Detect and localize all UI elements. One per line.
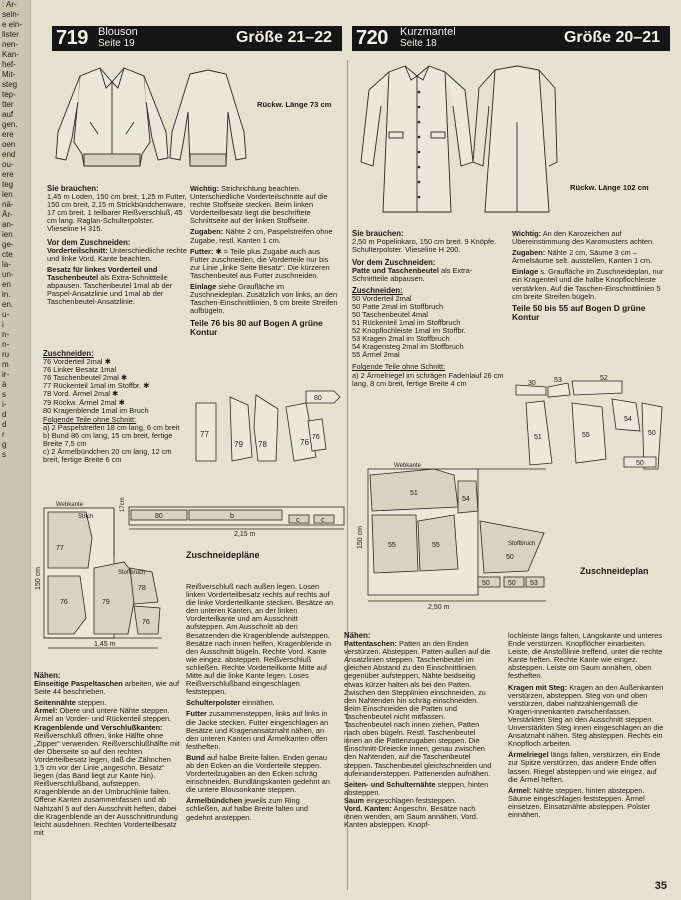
model-name: Blouson bbox=[98, 26, 138, 38]
svg-text:76: 76 bbox=[312, 434, 320, 441]
cutting-line: 50 Patte 2mal im Stoffbruch bbox=[352, 301, 444, 311]
edge-text-fragment: hef- bbox=[2, 60, 16, 69]
label: Seitennähte bbox=[34, 698, 76, 708]
sew-step bbox=[508, 751, 666, 783]
edge-text-fragment: Mit- bbox=[2, 70, 16, 79]
model-page-ref: Seite 19 bbox=[98, 38, 135, 49]
cutting-list-719 bbox=[43, 350, 188, 464]
edge-text-fragment: ru bbox=[2, 350, 10, 359]
note-futter-mid bbox=[186, 710, 334, 750]
mid-text: Reißverschluß nach außen legen. Losen linken Vorderteilbesatz rechts auf rechts auf die linke Vorderteilkante stecken. Besätze an den unteren Kanten, an der linken Vorderteilkante und am Ausschnitt aufsteppen. Am Ausschnitt ab den Besatzenden die Kragenblende aufsteppen. Besätze nach innen helfen, Kragenblende in den Ausschnitt bügeln. Rechte Vord. Kante wie eingez. absteppen. Reißverschluß schließen. Rechte Vorderteilkante Mitte auf Mitte auf die linke Kante legen. Loses Reißverschlußband eingeschlagen feststeppen. bbox=[186, 582, 334, 697]
edge-text-fragment: en. bbox=[2, 300, 14, 309]
edge-text-fragment: ou- bbox=[2, 160, 14, 169]
edge-text-fragment: ere bbox=[2, 170, 14, 179]
edge-text-fragment: g bbox=[2, 440, 7, 449]
model-size: Größe 20–21 bbox=[563, 29, 660, 46]
value: Nähte 2 cm, Säume 3 cm – Ärmelsäume selt. ausstellen, Kanten 1 cm. bbox=[512, 248, 653, 266]
edge-text-fragment: d bbox=[2, 420, 7, 429]
edge-text-fragment: oen bbox=[2, 140, 16, 149]
label: Vord. Kanten: bbox=[344, 803, 392, 813]
edge-text-fragment: Kan- bbox=[2, 50, 19, 59]
rib-b: b bbox=[230, 513, 234, 520]
no-pattern-line: c) 2 Ärmelbündchen 20 cm lang, 12 cm breit, fertige Breite 6 cm bbox=[43, 447, 172, 465]
edge-text-fragment: tep- bbox=[2, 90, 16, 99]
edge-text-fragment: ien bbox=[2, 230, 13, 239]
heading-sie-brauchen: Sie brauchen: bbox=[47, 184, 99, 193]
no-pattern-line: b) Bund 86 cm lang, 15 cm breit, fertige Breite 7,5 cm bbox=[43, 430, 173, 449]
pattern-pieces-720 bbox=[512, 373, 672, 473]
plan-length: 1,45 m bbox=[94, 641, 116, 648]
cutting-plan-heading-720: Zuschneideplan bbox=[580, 566, 649, 576]
value: siehe Graufläche im Zuschneideplan. Zusätzlich von links, an den Taschen-Einschnittlinien, 5 cm breite Streifen aufbügeln. bbox=[190, 282, 338, 316]
no-pattern-line: a) 2 Ärmelriegel im schrägen Fadenlauf 26 cm lang, 8 cm breit, fertige Breite 4 cm bbox=[352, 370, 504, 388]
cutting-lines bbox=[352, 295, 504, 360]
piece-76b: 76 bbox=[142, 619, 150, 626]
edge-text-fragment: cte bbox=[2, 250, 13, 259]
label: Saum bbox=[344, 795, 365, 805]
rib-c2: c bbox=[321, 517, 325, 524]
edge-text-fragment: d bbox=[2, 410, 7, 419]
sew-step bbox=[344, 640, 494, 778]
note-zugaben bbox=[190, 228, 338, 244]
label: Futter bbox=[186, 709, 207, 719]
value: einnähen. bbox=[240, 698, 275, 708]
prep-value: als Extra-Schnittteile abpausen. Taschenbeutel 1mal ab der Paspel-Ansatzlinie und 1mal ab der Taschenbeutel-Ansatzlinie. bbox=[47, 272, 173, 307]
value: Strichrichtung beachten. Unterschiedliche Vorderteilschnitte auf die rechte Stoffseite stecken. Beim linken Vorderteilbesatz liegt die beschriftete Schnittseite auf der linken Stoffseite. bbox=[190, 184, 328, 226]
no-pattern-line: a) 2 Paspelstreifen 18 cm lang, 6 cm breit bbox=[43, 422, 180, 432]
label: Kragen mit Steg: bbox=[508, 682, 568, 692]
edge-text-fragment: e ein- bbox=[2, 20, 23, 29]
edge-text-fragment: s bbox=[2, 450, 6, 459]
sew-step bbox=[34, 680, 180, 696]
cutting-line: 76 Taschenbeutel 2mal ✱ bbox=[43, 373, 128, 383]
text-column-720-naehen bbox=[344, 632, 494, 832]
cutting-line: 54 Kragensteg 2mal im Stoffbruch bbox=[352, 342, 464, 352]
svg-text:77: 77 bbox=[200, 430, 209, 439]
heading-sie-brauchen: Sie brauchen: bbox=[352, 229, 404, 238]
text-column-720-right bbox=[512, 230, 664, 322]
cutting-line: 79 Rückw. Ärmel 2mal ✱ bbox=[43, 397, 125, 407]
edge-text-fragment: m bbox=[2, 360, 9, 369]
back-length-720: Rückw. Länge 102 cm bbox=[570, 183, 649, 192]
value: längs falten, verstürzen, ein Ende zur Spitze verstürzen, das andere Ende offen lassen. Riegel absteppen und wie eingez. auf die Ärmel heften. bbox=[508, 750, 661, 784]
value: steppen. bbox=[75, 698, 107, 708]
cutting-line: 77 Rückenteil 1mal im Stoffbr. ✱ bbox=[43, 381, 150, 391]
label: Einseitige Paspeltaschen bbox=[34, 679, 123, 689]
heading-zuschneiden: Zuschneiden: bbox=[43, 349, 94, 358]
edge-text-fragment: i- bbox=[2, 400, 7, 409]
label: Schulterpolster bbox=[186, 698, 241, 708]
piece-76: 76 bbox=[60, 599, 68, 606]
svg-text:30: 30 bbox=[528, 380, 536, 387]
sew-step bbox=[508, 684, 666, 749]
label: Wichtig: bbox=[512, 229, 542, 238]
value: eingeschlagen feststeppen. bbox=[364, 795, 457, 805]
note-einlage bbox=[190, 283, 338, 315]
prep-text-1 bbox=[47, 247, 187, 263]
back-length-719: Rückw. Länge 73 cm bbox=[257, 100, 332, 109]
cutting-plan-720 bbox=[358, 461, 548, 611]
cutting-line: 78 Vord. Ärmel 2mal ✱ bbox=[43, 389, 119, 399]
prep-label: Besatz für linkes Vorderteil und Taschenbeutel bbox=[47, 264, 158, 282]
stoffbruch-label: Stoffbruch bbox=[508, 541, 536, 547]
value: Patten an den Enden verstürzen. Absteppen. Patten außen auf die Ansatzlinien steppen. Taschenbeutel im gleichen Abstand zu den Einschnittlinien gegenüber aufsteppen, Nähte beidseitig etwas kürzer halten als bei den Patten. Zwischen den Stepplinien einschneiden, zu den Nahtenden hin schräg einschneiden. Beim Einschneiden die Patten und Taschenbeutel nicht mitfassen. Taschenbeutel nach innen ziehen, Patten nach oben bügeln. Restl. Taschenbeutel innen an die Pattenzugaben steppen. Die Einschnitt-Dreiecke innen, genau zwischen den Nahtenden, auf die Taschenbeutel steppen. Taschenbeutel gleichschneiden und aufeinandersteppen. Pattenenden aufnähen. bbox=[344, 639, 492, 778]
piece-79: 79 bbox=[102, 599, 110, 606]
stoffbruch-label: Stoffbruch bbox=[118, 570, 146, 576]
label: Ärmelbündchen bbox=[186, 796, 243, 806]
cutting-plan-heading-719: Zuschneidepläne bbox=[186, 550, 260, 560]
previous-page-edge bbox=[0, 0, 31, 900]
value: Nähte steppen, hinten absteppen. Säume eingeschlagen feststeppen. Ärmel einsetzen. Einsatznähte absteppen. Polster einnähen. bbox=[508, 785, 651, 819]
edge-text-fragment: teg bbox=[2, 180, 14, 189]
note-zugaben bbox=[512, 249, 664, 265]
piece-50b: 50 bbox=[482, 580, 490, 587]
value: Angeschn. Besätze nach innen wenden, am Saum annähen. Vord. Kanten absteppen. Knopf- bbox=[344, 803, 478, 830]
edge-text-fragment: i bbox=[2, 320, 4, 329]
edge-text-fragment: : Ar- bbox=[2, 0, 17, 9]
materials-text: 1,45 m Loden, 150 cm breit, 1,25 m Futter, 150 cm breit, 2,15 m Strickbündchenware, 17 cm breit. 1 teilbarer Reißverschluß, 45 cm lang. Raglan-Schulterpolster. Vlieseline H 315. bbox=[47, 192, 187, 234]
coat-sketch bbox=[355, 62, 555, 220]
heading-zuschneiden: Zuschneiden: bbox=[352, 285, 403, 295]
sew-step bbox=[344, 781, 494, 797]
label: Kragenblende und Verschlußkanten: bbox=[34, 722, 163, 732]
value: als Extra-Schnittteile abpausen. bbox=[352, 266, 473, 284]
edge-text-fragment: la- bbox=[2, 260, 11, 269]
edge-text-fragment: nen- bbox=[2, 40, 19, 49]
edge-text-fragment: auf bbox=[2, 110, 14, 119]
piece-50c: 50 bbox=[508, 580, 516, 587]
label: Bund bbox=[186, 752, 205, 762]
value: steppen, hinten absteppen. bbox=[344, 779, 489, 797]
prep-label: Vorderteilschnitt: bbox=[47, 245, 108, 255]
cutting-line: 51 Rückenteil 1mal im Stoffbruch bbox=[352, 317, 461, 327]
edge-text-fragment: steg bbox=[2, 80, 18, 89]
edge-text-fragment: len bbox=[2, 190, 13, 199]
edge-text-fragment: ir- bbox=[2, 370, 10, 379]
note-aermel bbox=[186, 797, 334, 821]
piece-54: 54 bbox=[462, 496, 470, 503]
edge-text-fragment: lister bbox=[2, 30, 19, 39]
svg-text:50: 50 bbox=[636, 460, 644, 467]
text-column-719-naehen bbox=[34, 672, 180, 840]
plan-height: 150 cm bbox=[35, 567, 42, 590]
value: auf halbe Breite falten. Enden genau ab den Ecken an die Vorderteile steppen. Vorderteilzugaben an den Ecken schräg einschneiden. Bundlängskanten gedehnt an die untere Blousonkante steppen. bbox=[186, 752, 330, 795]
edge-text-fragment: n- bbox=[2, 330, 10, 339]
rib-piece: 80 bbox=[155, 513, 163, 520]
prep-value: Unterschiedliche rechte und linke Vord. Kante beachten. bbox=[47, 245, 187, 263]
heading-naehen: Nähen: bbox=[34, 671, 61, 680]
edge-text-fragment: ä bbox=[2, 380, 7, 389]
svg-text:53: 53 bbox=[554, 377, 562, 384]
edge-text-fragment: nä- bbox=[2, 200, 14, 209]
label: Wichtig: bbox=[190, 184, 220, 193]
edge-text-fragment: end bbox=[2, 150, 16, 159]
piece-77: 77 bbox=[56, 545, 64, 552]
sew-step bbox=[344, 805, 494, 829]
edge-text-fragment: in. bbox=[2, 290, 11, 299]
label: Futter: bbox=[190, 246, 214, 256]
text-column-719-mid bbox=[186, 583, 334, 825]
value: jeweils zum Ring schließen, auf halbe Breite falten und gedehnt ansteppen. bbox=[186, 796, 309, 822]
value: ✱ = Teile plus Zugabe auch aus Futter zuschneiden, die Vorderteile nur bis zur Linie „linke Seite Besatz“. Die kürzeren Taschenbeutel aus Futter zuschneiden. bbox=[190, 246, 330, 280]
piece-78: 78 bbox=[138, 585, 146, 592]
label: Patte und Taschenbeutel bbox=[352, 266, 439, 276]
sew-step bbox=[508, 787, 666, 819]
sew-step bbox=[34, 707, 180, 723]
svg-text:80: 80 bbox=[314, 395, 322, 402]
svg-text:79: 79 bbox=[234, 440, 243, 449]
note-wichtig bbox=[512, 230, 664, 246]
text-column-719-right bbox=[190, 185, 338, 337]
cutting-lines bbox=[43, 358, 188, 415]
cutting-line: 76 Linker Besatz 1mal bbox=[43, 365, 117, 375]
value: Reißverschluß öffnen, linke Hälfte ohne „Zipper“ verwenden. Reißverschlußhälfte mit der Oberseite so auf den rechten Vorderteilbesatz legen, daß die Zähnchen 1,5 cm vor der Linie „angeschn. Besatz“ liegen (das Band liegt zur Kante hin). Reißverschlußband, aufsteppen. Kragenblende an der Umbruchlinie falten. Offene Kanten zusammenfassen und ab Nahtzahl 5 auf den Ausschnitt heften, dabei die Kragenblende an der Ausschnittrundung leicht ausdehnen. Rechten Vorderteilbesatz mit bbox=[34, 730, 180, 837]
heading-vor-dem-zuschneiden: Vor dem Zuschneiden: bbox=[47, 237, 131, 247]
prep-text bbox=[352, 267, 504, 283]
piece-51: 51 bbox=[410, 490, 418, 497]
cutting-line: 52 Knopflochleiste 1mal im Stoffbr. bbox=[352, 326, 466, 336]
value: Nähte 2 cm, Paspelstreifen ohne Zugabe, restl. Kanten 1 cm. bbox=[190, 227, 333, 245]
label: Pattentaschen: bbox=[344, 639, 397, 649]
prep-text-2 bbox=[47, 266, 187, 306]
sew-step bbox=[34, 724, 180, 837]
value: An den Karozeichen auf Übereinstimmung des Karomusters achten. bbox=[512, 229, 655, 247]
value: Obere und untere Nähte steppen. Ärmel an Vorder- und Rückenteil steppen. bbox=[34, 706, 172, 724]
note-futter bbox=[190, 248, 338, 280]
no-pattern-heading: Folgende Teile ohne Schnitt: bbox=[352, 362, 446, 372]
label: Zugaben: bbox=[512, 248, 546, 258]
title-bar-719 bbox=[52, 26, 342, 51]
model-page-ref: Seite 18 bbox=[400, 38, 437, 49]
heading-vor-dem-zuschneiden: Vor dem Zuschneiden: bbox=[352, 258, 436, 268]
heading-naehen: Nähen: bbox=[344, 631, 371, 640]
edge-text-fragment: gen. bbox=[2, 120, 18, 129]
blouson-sketch bbox=[50, 62, 250, 180]
svg-text:76: 76 bbox=[300, 438, 309, 447]
materials-text: 2,50 m Popelinkaro, 150 cm breit. 9 Knöpfe. Schulterpolster. Vlieseline H 200. bbox=[352, 237, 497, 255]
note-schulterpolster bbox=[186, 699, 334, 707]
label: Ärmel: bbox=[34, 706, 58, 716]
edge-text-fragment: en bbox=[2, 280, 11, 289]
edge-text-fragment: s bbox=[2, 390, 6, 399]
model-number: 720 bbox=[356, 27, 388, 49]
label: Ärmel: bbox=[508, 785, 532, 795]
no-pattern-heading: Folgende Teile ohne Schnitt: bbox=[43, 414, 137, 424]
rib-width: 17cm bbox=[120, 497, 126, 512]
edge-text-fragment: un- bbox=[2, 270, 14, 279]
pattern-sheet-heading: Teile 76 bis 80 auf Bogen A grüne Kontur bbox=[190, 318, 323, 338]
svg-text:78: 78 bbox=[258, 440, 267, 449]
note-einlage bbox=[512, 268, 664, 300]
edge-text-fragment: an- bbox=[2, 220, 14, 229]
model-name: Kurzmantel bbox=[400, 26, 456, 38]
value: zusammensteppen, links auf links in die Jacke stecken. Futter eingeschlagen an Besätze und Kragenansatznaht nähen, an den unteren Kanten und Ärmelkanten offen festheften. bbox=[186, 709, 329, 751]
strich-label: Strich bbox=[78, 514, 94, 520]
cutting-line: 50 Taschenbeutel 4mal bbox=[352, 309, 428, 319]
pattern-sheet-heading: Teile 50 bis 55 auf Bogen D grüne Kontur bbox=[512, 302, 646, 322]
piece-55b: 55 bbox=[432, 542, 440, 549]
svg-text:52: 52 bbox=[600, 375, 608, 382]
pattern-pieces-719 bbox=[190, 387, 342, 477]
text-column-720-right-naehen bbox=[508, 632, 666, 822]
cutting-line: 76 Vorderteil 2mal ✱ bbox=[43, 357, 111, 367]
value: Kragen an den Außenkanten verstürzen, absteppen. Steg von und oben verstürzen, dabei nahtzahlengemäß die Kragen-innenkanten zwischenfassen. Verstärkten Steg an den Ausschnitt steppen. Unverstärkten Steg innen eingeschlagen an die Ansatznaht nähen. Steg absteppen. Rechts ein Knopfloch arbeiten. bbox=[508, 682, 664, 749]
value: s. Graufläche im Zuschneideplan, nur ein Kragenteil und die halbe Knopflochleiste verstärken. Auf die Taschen-Einschnittlinien 5 cm breite Streifen bügeln. bbox=[512, 267, 664, 301]
svg-text:55: 55 bbox=[582, 432, 590, 439]
no-pattern-lines bbox=[43, 424, 188, 464]
model-number: 719 bbox=[56, 27, 88, 49]
plan-height: 150 cm bbox=[357, 526, 364, 549]
rib-length: 2,15 m bbox=[234, 531, 256, 538]
note-bund bbox=[186, 754, 334, 794]
label: Einlage bbox=[512, 267, 539, 277]
piece-53: 53 bbox=[530, 580, 538, 587]
edge-text-fragment: n- bbox=[2, 340, 10, 349]
note-wichtig bbox=[190, 185, 338, 225]
label: Einlage bbox=[190, 282, 217, 292]
cutting-line: 80 Kragenblende 1mal im Bruch bbox=[43, 405, 149, 415]
edge-text-fragment: sein- bbox=[2, 10, 20, 19]
cutting-line: 50 Vorderteil 2mal bbox=[352, 293, 412, 303]
label: Ärmelriegel bbox=[508, 750, 549, 760]
piece-55: 55 bbox=[388, 542, 396, 549]
svg-text:54: 54 bbox=[624, 416, 632, 423]
value: arbeiten, wie auf Seite 44 beschrieben. bbox=[34, 679, 180, 697]
label: Seiten- und Schulternähte bbox=[344, 779, 436, 789]
edge-text-fragment: r bbox=[2, 430, 5, 439]
rib-c: c bbox=[296, 517, 300, 524]
webkante-label: Webkante bbox=[394, 463, 421, 469]
no-pattern-lines bbox=[352, 372, 504, 388]
text-column-720-left bbox=[352, 230, 504, 388]
plan-length: 2,50 m bbox=[428, 604, 450, 611]
text-column-719-left bbox=[47, 185, 187, 309]
edge-text-fragment: ere bbox=[2, 130, 14, 139]
svg-text:50: 50 bbox=[648, 430, 656, 437]
title-bar-720 bbox=[352, 26, 670, 51]
piece-50: 50 bbox=[506, 554, 514, 561]
cutting-line: 55 Ärmel 2mal bbox=[352, 350, 400, 360]
cutting-line: 53 Kragen 2mal im Stoffbruch bbox=[352, 334, 450, 344]
edge-text-fragment: ge- bbox=[2, 240, 14, 249]
edge-text-fragment: Är- bbox=[2, 210, 13, 219]
model-size: Größe 21–22 bbox=[235, 29, 332, 46]
webkante-label: Webkante bbox=[56, 502, 83, 508]
edge-text-fragment: u- bbox=[2, 310, 10, 319]
page-number: 35 bbox=[654, 880, 667, 892]
svg-text:51: 51 bbox=[534, 434, 542, 441]
edge-text-fragment: tter bbox=[2, 100, 14, 109]
label: Zugaben: bbox=[190, 227, 224, 237]
sew-continued: lochleiste längs falten, Längskante und unteres Ende verstürzen. Knopflöcher einarbeiten. Leiste, die Anstoßlinie treffend, unter die rechte Kante heften. Rechte Kante wie eingez. absteppen. Leiste om Saum annähen, oben festheften. bbox=[508, 631, 663, 681]
